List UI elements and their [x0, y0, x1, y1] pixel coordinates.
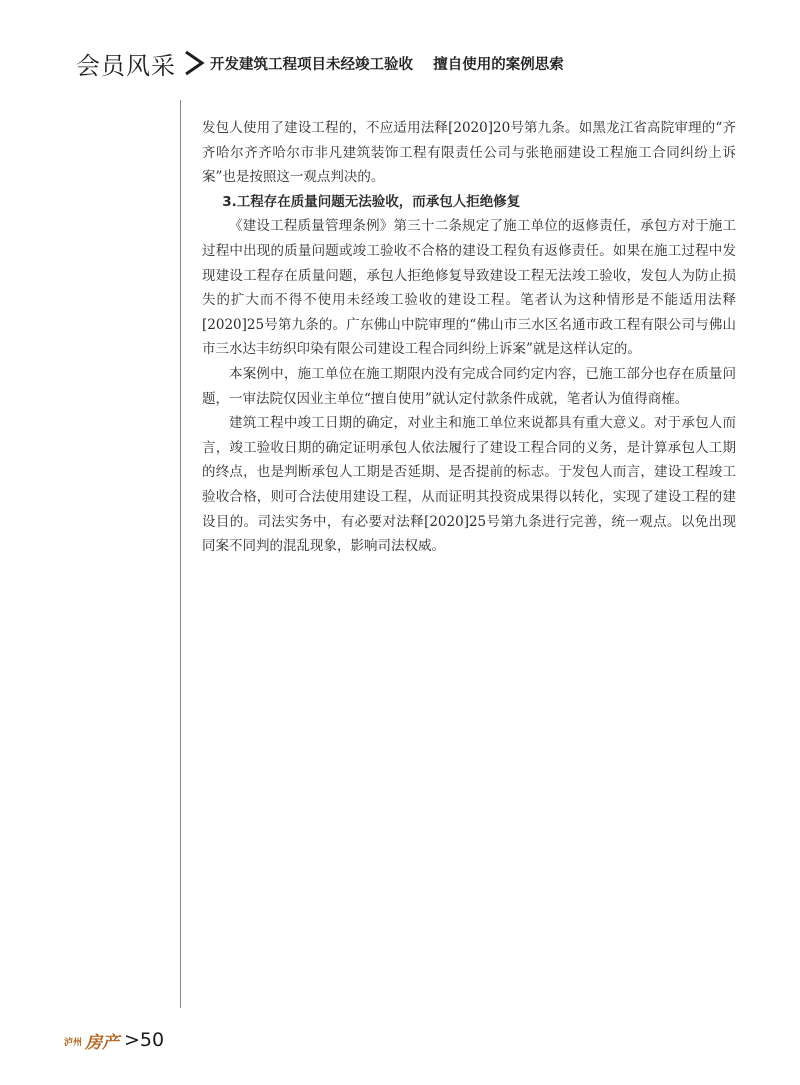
article-body — [202, 116, 736, 559]
page-header — [76, 46, 760, 80]
paragraph: 发包人使用了建设工程的，不应适用法释[2020]20号第九条。如黑龙江省高院审理的“齐齐哈尔齐齐哈尔市非凡建筑装饰工程有限责任公司与张艳丽建设工程施工合同纠纷上诉案”也是按照这一观点判决的。 — [202, 120, 736, 186]
page-number: >50 — [124, 1029, 165, 1051]
chevron-right-icon — [182, 48, 206, 78]
vertical-rule — [180, 100, 181, 1008]
magazine-logo — [64, 1028, 122, 1052]
page-footer — [64, 1026, 164, 1054]
svg-text:房产: 房产 — [85, 1033, 119, 1052]
paragraph: 本案例中，施工单位在施工期限内没有完成合同约定内容，已施工部分也存在质量问题，一审法院仅因业主单位“擅自使用”就认定付款条件成就，笔者认为值得商榷。 — [202, 365, 736, 407]
section-heading: 3.工程存在质量问题无法验收，而承包人拒绝修复 — [222, 193, 521, 210]
section-name: 会员风采 — [76, 51, 176, 80]
svg-text:泸州: 泸州 — [64, 1038, 83, 1048]
paragraph: 《建设工程质量管理条例》第三十二条规定了施工单位的返修责任，承包方对于施工过程中出现的质量问题或竣工验收不合格的建设工程负有返修责任。如果在施工过程中发现建设工程存在质量问题，承包人拒绝修复导致建设工程无法竣工验收，发包人为防止损失的扩大而不得不使用未经竣工验收的建设工程。笔者认为这种情形是不能适用法释[2020]25号第九条的。广东佛山中院审理的“佛山市三水区名通市政工程有限公司与佛山市三水达丰纺织印染有限公司建设工程合同纠纷上诉案”就是这样认定的。 — [202, 218, 736, 358]
article-title: 开发建筑工程项目未经竣工验收 擅自使用的案例思索 — [210, 56, 564, 73]
paragraph: 建筑工程中竣工日期的确定，对业主和施工单位来说都具有重大意义。对于承包人而言，竣工验收日期的确定证明承包人依法履行了建设工程合同的义务，是计算承包人工期的终点，也是判断承包人工期是否延期、是否提前的标志。于发包人而言，建设工程竣工验收合格，则可合法使用建设工程，从而证明其投资成果得以转化，实现了建设工程的建设目的。司法实务中，有必要对法释[2020]25号第九条进行完善，统一观点。以免出现同案不同判的混乱现象，影响司法权威。 — [202, 415, 736, 555]
